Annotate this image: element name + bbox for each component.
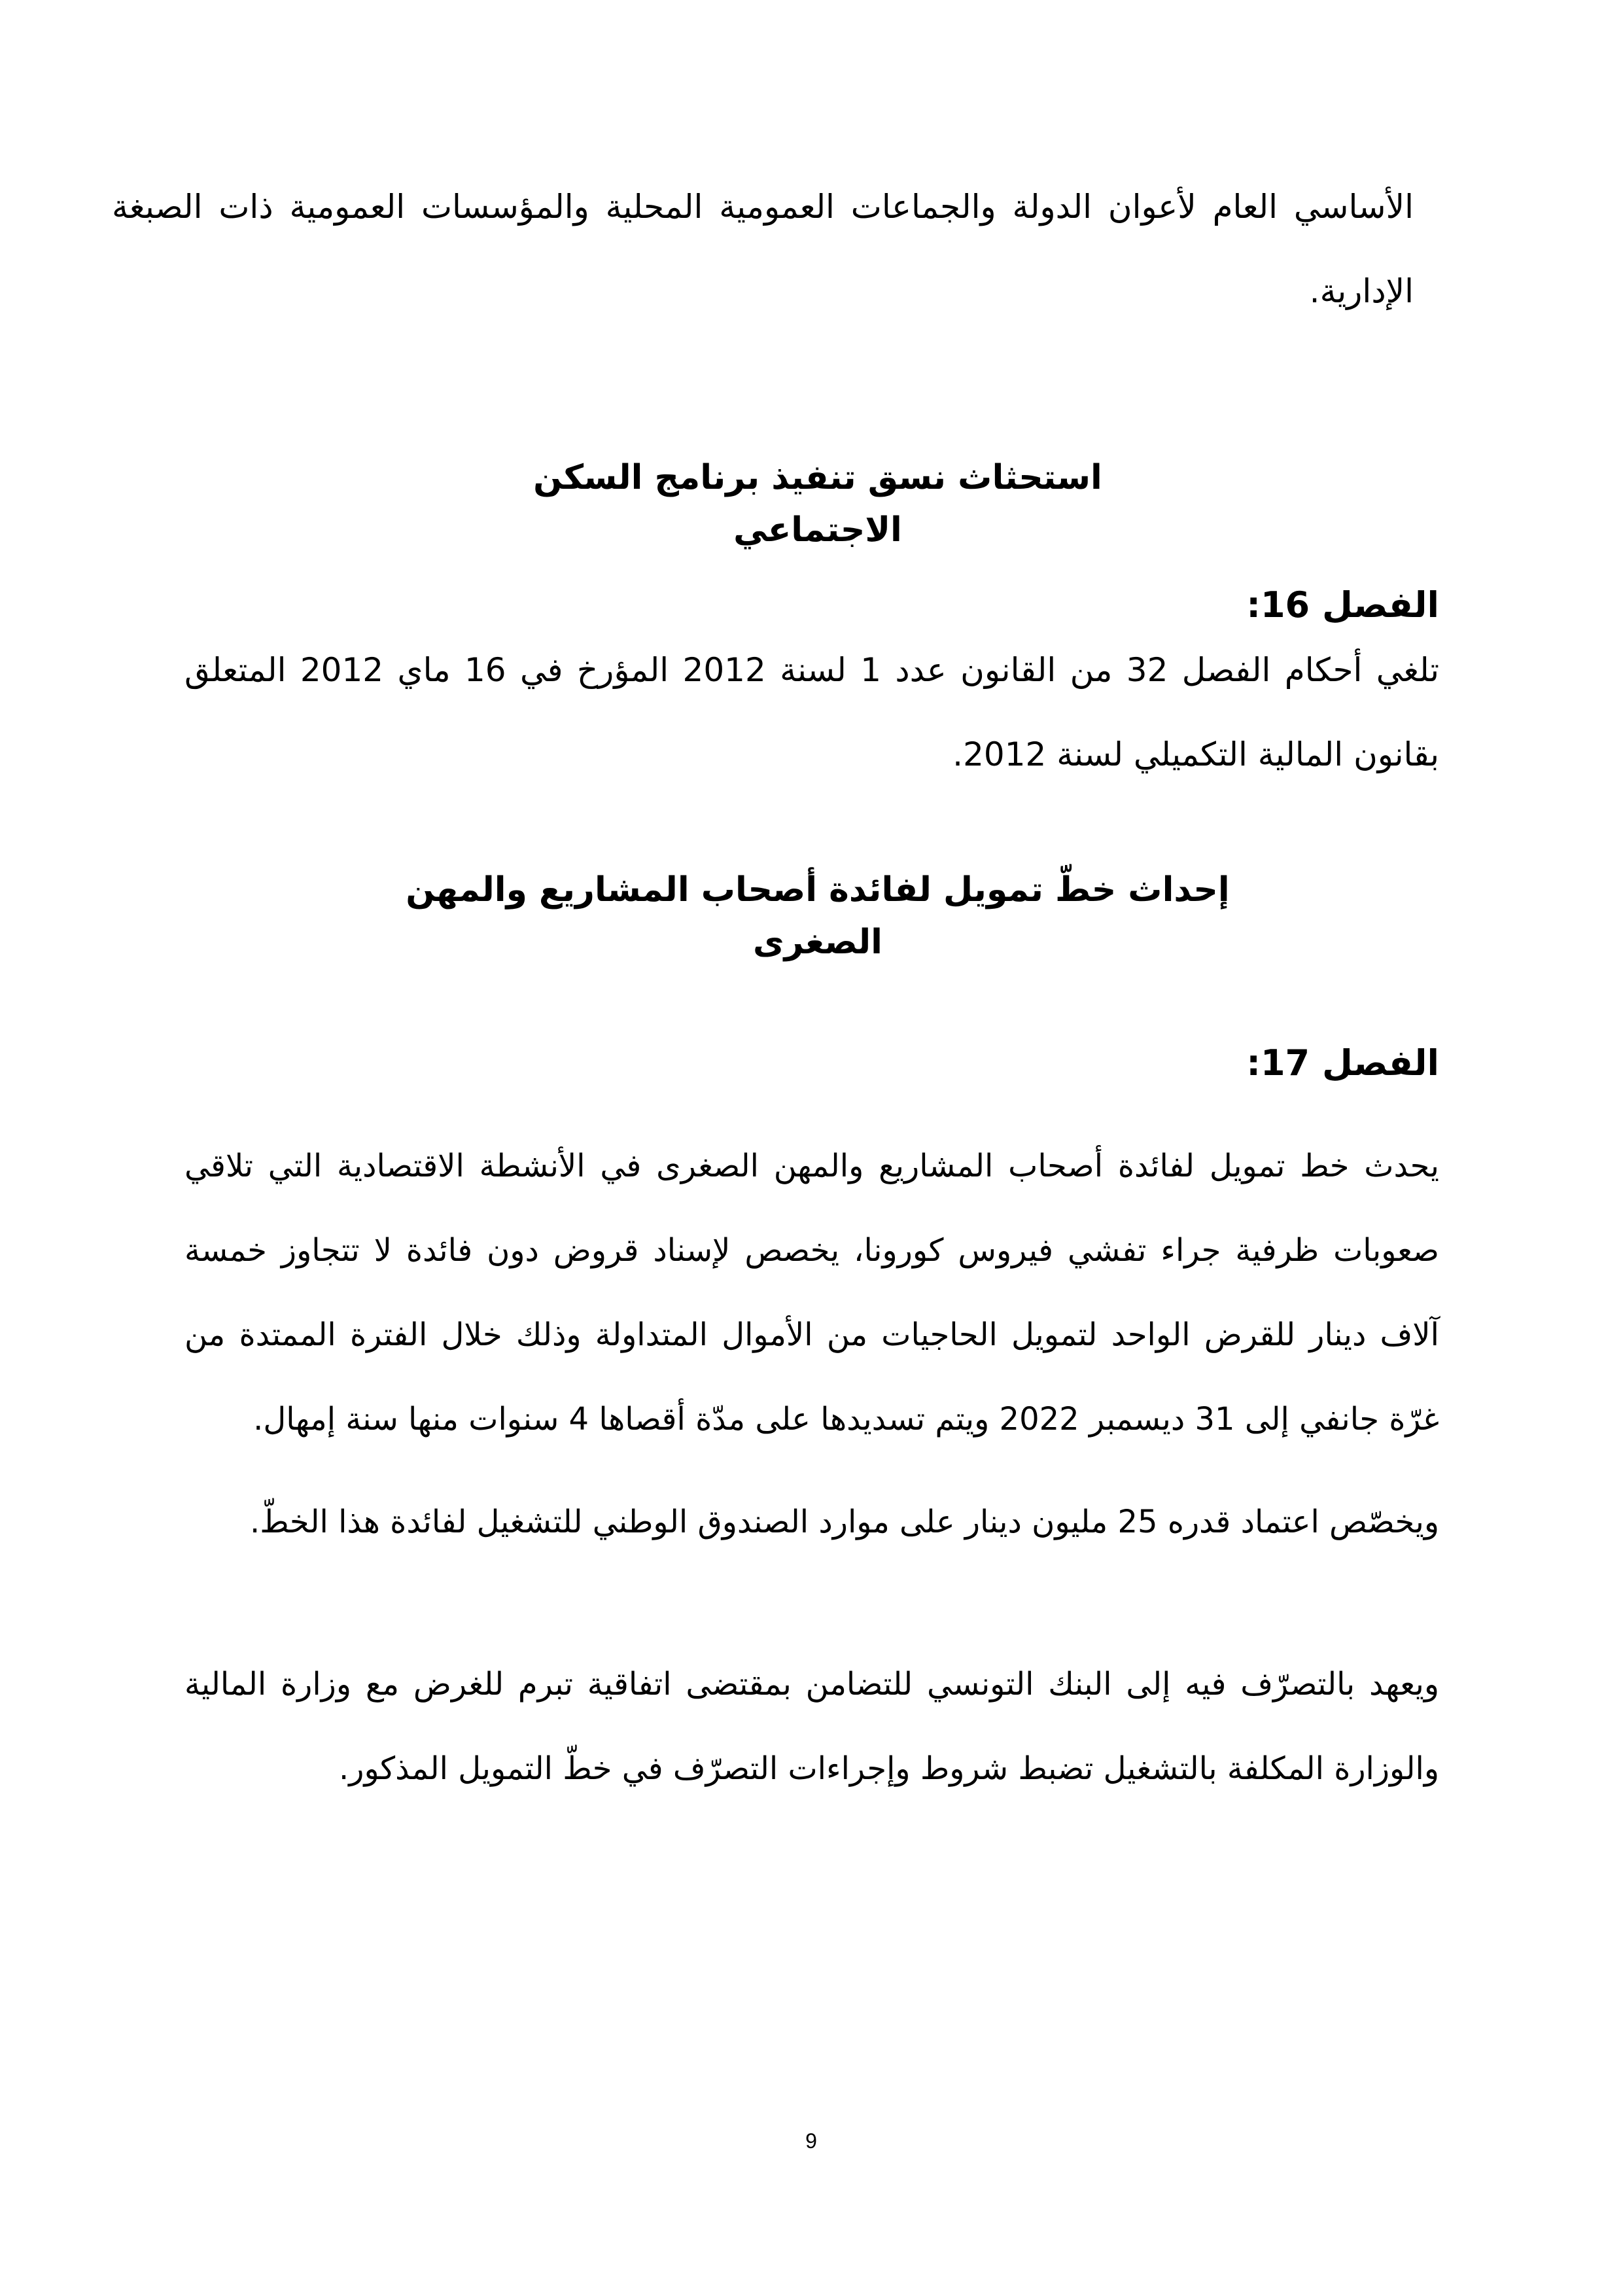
chapter-17-paragraph-3: ويعهد بالتصرّف فيه إلى البنك التونسي للتضامن بمقتضى اتفاقية تبرم للغرض مع وزارة المالية والوزارة المكلفة بالتشغيل تضبط شروط وإجراءات التصرّف في خطّ التمويل المذكور. xyxy=(184,1666,1439,1787)
chapter-16-text: تلغي أحكام الفصل 32 من القانون عدد 1 لسنة 2012 المؤرخ في 16 ماي 2012 المتعلق بقانون المالية التكميلي لسنة 2012. xyxy=(184,651,1439,773)
chapter-17-paragraph-1: يحدث خط تمويل لفائدة أصحاب المشاريع والمهن الصغرى في الأنشطة الاقتصادية التي تلاقي صعوبات ظرفية جراء تفشي فيروس كورونا، يخصص لإسناد قروض دون فائدة لا تتجاوز خمسة آلاف دينار للقرض الواحد لتمويل الحاجيات من الأموال المتداولة وذلك خلال الفترة الممتدة من غرّة جانفي إلى 31 ديسمبر 2022 ويتم تسديدها على مدّة أقصاها 4 سنوات منها سنة إمهال. xyxy=(184,1148,1439,1438)
chapter-17-paragraph-2: ويخصّص اعتماد قدره 25 مليون دينار على موارد الصندوق الوطني للتشغيل لفائدة هذا الخطّ. xyxy=(250,1504,1439,1540)
section-heading-social-housing: استحثاث نسق تنفيذ برنامج السكن الاجتماعي xyxy=(533,458,1102,550)
section-heading-micro-projects-financing: إحداث خطّ تمويل لفائدة أصحاب المشاريع والمهن الصغرى xyxy=(406,870,1230,962)
continuation-paragraph: الأساسي العام لأعوان الدولة والجماعات العمومية المحلية والمؤسسات العمومية ذات الصبغة الإدارية. xyxy=(112,188,1414,310)
page-number: 9 xyxy=(805,2129,817,2153)
chapter-17-label: الفصل 17: xyxy=(1246,1042,1439,1084)
chapter-16-label: الفصل 16: xyxy=(1246,584,1439,626)
